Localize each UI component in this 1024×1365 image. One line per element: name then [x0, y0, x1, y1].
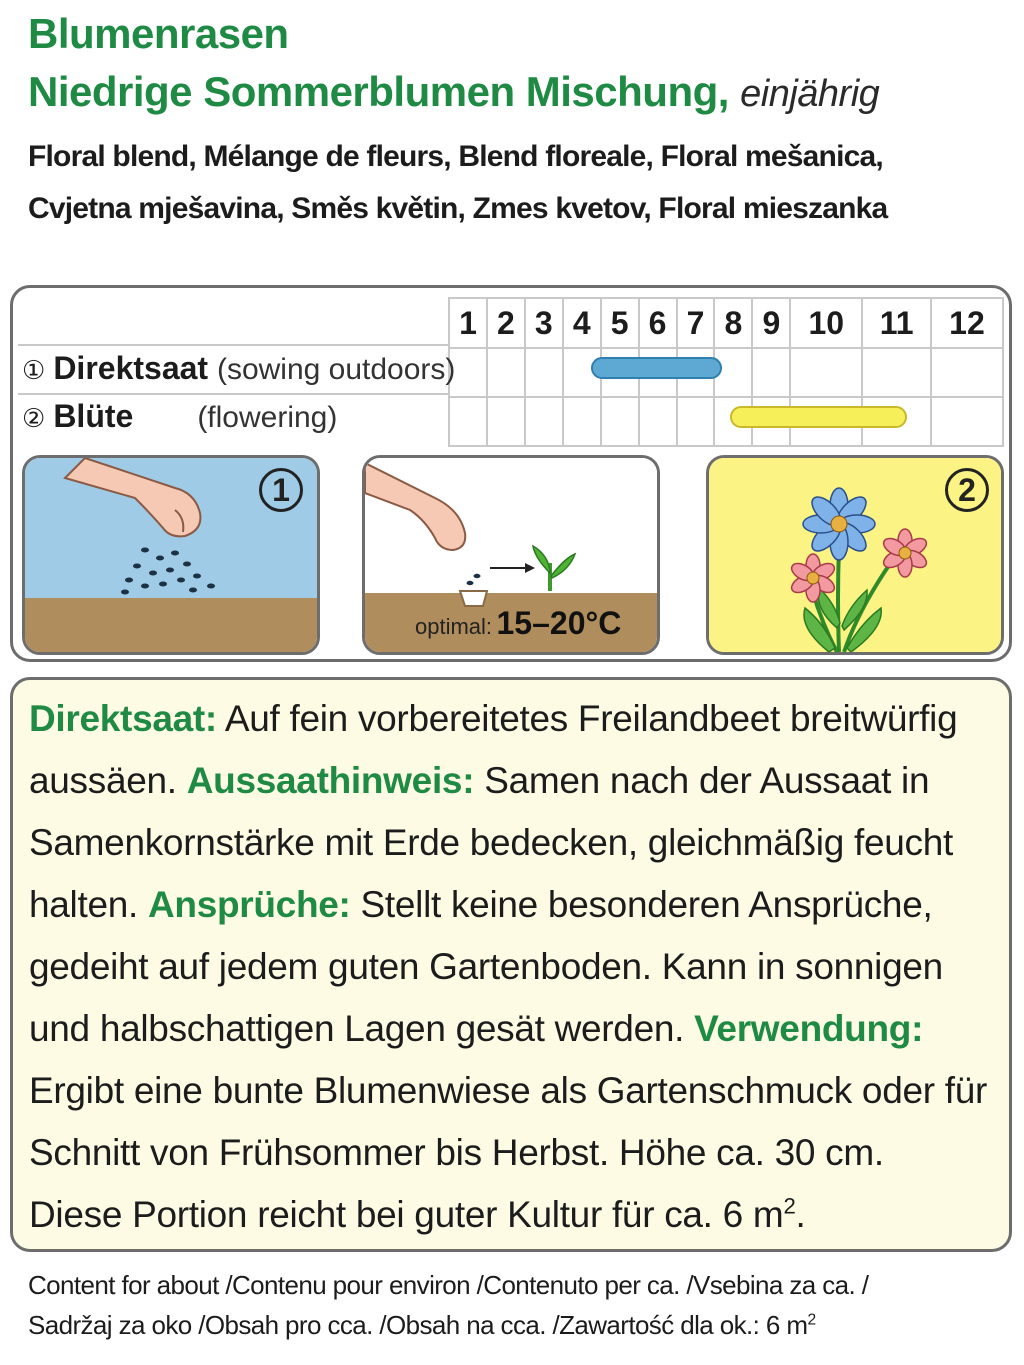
temperature-value: 15–20°C: [496, 605, 622, 641]
month-cell: [487, 397, 525, 446]
month-cell: [563, 397, 601, 446]
month-1: 1: [449, 298, 487, 348]
sowing-period-bar: [591, 357, 722, 379]
sowing-translation: (sowing outdoors): [216, 353, 456, 386]
verwendung-text: Ergibt eine bunte Blumenwiese als Gartenschmuck oder für Schnitt von Frühsommer bis Herbst. Höhe ca. 30 cm.: [29, 1070, 988, 1173]
temperature-readout: [415, 605, 621, 642]
portion-exponent: 2: [783, 1193, 796, 1219]
month-header-row: [449, 298, 1003, 348]
translations-line-2: Cvjetna mješavina, Směs květin, Zmes kvetov, Floral mieszanka: [28, 192, 888, 225]
month-7: 7: [677, 298, 715, 348]
month-grid: [448, 297, 1004, 441]
footer-line-1: Content for about /Contenu pour environ /Contenuto per ca. /Vsebina za ca. /: [28, 1270, 869, 1300]
grid-row-sowing: [449, 348, 1003, 397]
product-title: Blumenrasen: [28, 10, 289, 57]
portion-text: Diese Portion reicht bei guter Kultur für ca. 6 m: [29, 1194, 784, 1235]
month-cell: [931, 348, 1003, 397]
description-paragraph: [29, 688, 991, 1184]
flowering-illustration: [706, 455, 1004, 655]
month-cell: [790, 348, 862, 397]
month-8: 8: [714, 298, 752, 348]
sowing-illustration: [22, 455, 320, 655]
content-footer: [28, 1265, 868, 1345]
footer-line-2-text: Sadržaj za oko /Obsah pro cca. /Obsah na cca. /Zawartość dla ok.: 6 m: [28, 1310, 808, 1340]
verwendung-heading: Verwendung:: [694, 1008, 924, 1049]
month-11: 11: [862, 298, 931, 348]
step-1-badge: 1: [259, 468, 303, 512]
blue-flower: [803, 488, 875, 560]
annual-label: einjährig: [740, 73, 880, 115]
month-12: 12: [931, 298, 1003, 348]
month-cell: [752, 348, 790, 397]
flowering-label: Blüte: [53, 398, 134, 434]
month-cell: [525, 397, 563, 446]
flowering-marker: ②: [22, 403, 46, 433]
month-5: 5: [601, 298, 639, 348]
month-cell: [449, 397, 487, 446]
aussaat-text: Samen nach der Aussaat in Samenkornstärke mit Erde bedecken, gleichmäßig feucht halten.: [29, 760, 953, 925]
month-cell: [931, 397, 1003, 446]
temperature-label: optimal:: [415, 614, 493, 639]
flowering-translation: (flowering): [197, 401, 338, 434]
row-divider: [18, 393, 448, 395]
month-2: 2: [487, 298, 525, 348]
month-cell: [677, 397, 715, 446]
flowering-period-bar: [730, 406, 907, 428]
ansprueche-text: Stellt keine besonderen Ansprüche, gedeiht auf jedem guten Gartenboden. Kann in sonnigen und halbschattigen Lagen gesät werden.: [29, 884, 943, 1049]
month-6: 6: [639, 298, 677, 348]
direktsaat-text: Auf fein vorbereitetes Freilandbeet breitwürfig aussäen.: [29, 698, 958, 801]
description-box: [10, 677, 1012, 1252]
translations-line-1: Floral blend, Mélange de fleurs, Blend floreale, Floral mešanica,: [28, 140, 883, 173]
month-cell: [862, 348, 931, 397]
portion-end: .: [795, 1194, 806, 1235]
step-2-badge: 2: [945, 468, 989, 512]
sowing-marker: ①: [22, 355, 46, 385]
month-4: 4: [563, 298, 601, 348]
product-subtitle: [28, 68, 879, 116]
direktsaat-heading: Direktsaat:: [29, 698, 217, 739]
row-divider: [18, 344, 448, 346]
aussaat-heading: Aussaathinweis:: [186, 760, 475, 801]
month-cell: [487, 348, 525, 397]
sowing-label: Direktsaat: [53, 350, 209, 386]
subtitle-main: Niedrige Sommerblumen Mischung: [28, 68, 718, 115]
sowing-row-label: [22, 350, 455, 387]
month-cell: [601, 397, 639, 446]
flowering-row-label: [22, 398, 337, 435]
footer-line-2: [28, 1305, 868, 1345]
month-9: 9: [752, 298, 790, 348]
month-cell: [525, 348, 563, 397]
portion-note: [29, 1184, 991, 1246]
footer-exponent: 2: [807, 1311, 816, 1329]
month-cell: [639, 397, 677, 446]
month-10: 10: [790, 298, 862, 348]
grid-row-flowering: [449, 397, 1003, 446]
subtitle-separator: ,: [717, 68, 729, 115]
month-3: 3: [525, 298, 563, 348]
germination-illustration: [362, 455, 660, 655]
ansprueche-heading: Ansprüche:: [147, 884, 351, 925]
